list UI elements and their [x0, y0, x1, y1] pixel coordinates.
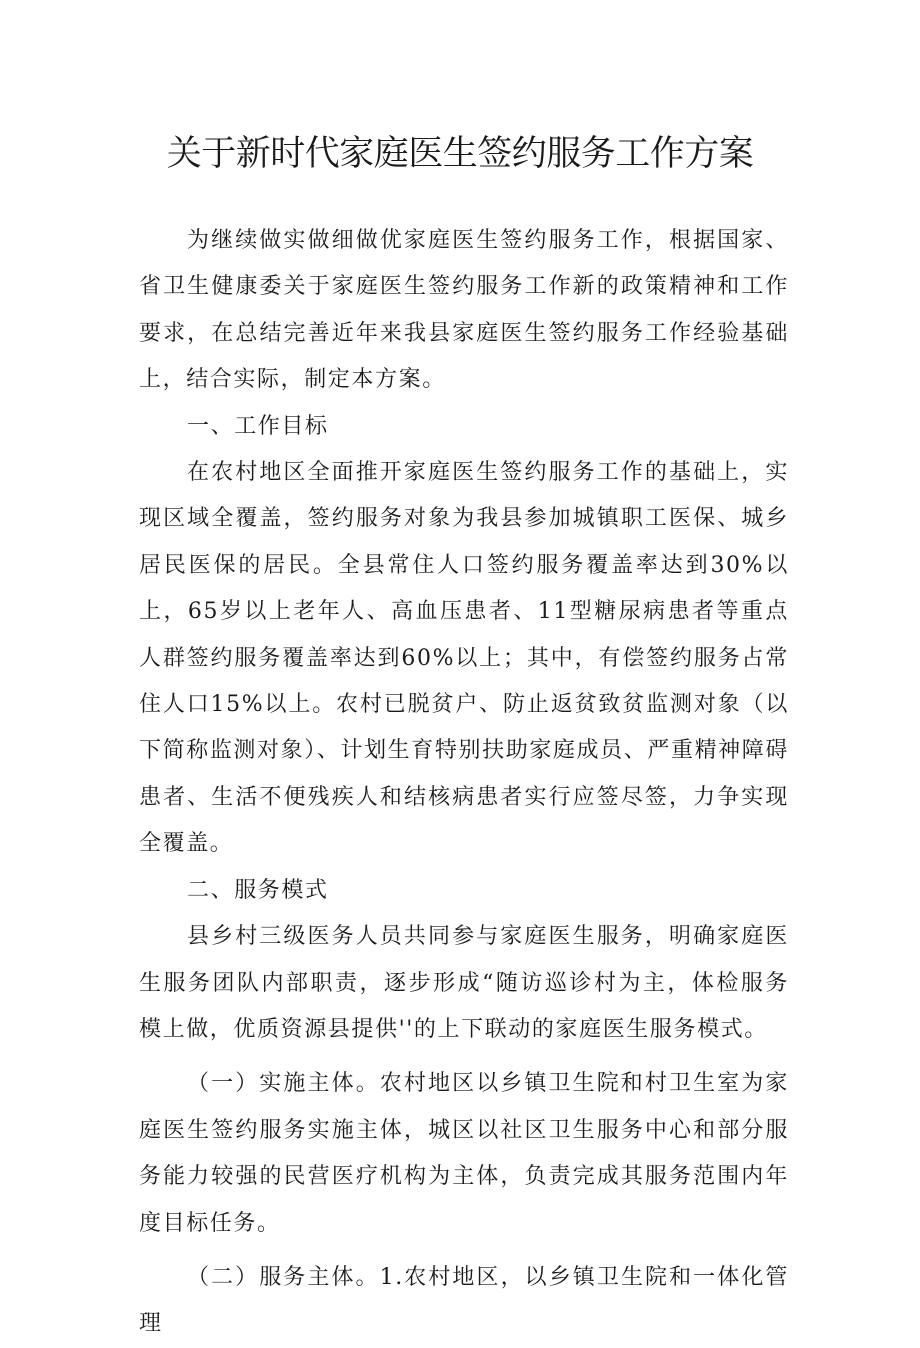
implementation-subject-paragraph: （一）实施主体。农村地区以乡镇卫生院和村卫生室为家庭医生签约服务实施主体，城区以社区卫生服务中心和部分服务能力较强的民营医疗机构为主体，负责完成其服务范围内年度目标任务。	[139, 1071, 789, 1236]
section-heading-service-mode: 二、服务模式	[187, 877, 329, 903]
intro-paragraph: 为继续做实做细做优家庭医生签约服务工作，根据国家、省卫生健康委关于家庭医生签约服务工作新的政策精神和工作要求，在总结完善近年来我县家庭医生签约服务工作经验基础上，结合实际，制定本方案。	[139, 228, 789, 393]
service-mode-paragraph: 县乡村三级医务人员共同参与家庭医生服务，明确家庭医生服务团队内部职责，逐步形成“随访巡诊村为主，体检服务模上做，优质资源县提供''的上下联动的家庭医生服务模式。	[139, 924, 789, 1042]
service-subject-paragraph: （二）服务主体。1.农村地区，以乡镇卫生院和一体化管理	[139, 1264, 789, 1337]
document-body	[139, 218, 789, 1348]
document-title: 关于新时代家庭医生签约服务工作方案	[166, 134, 754, 174]
section-heading-work-goals: 一、工作目标	[187, 413, 329, 439]
work-goals-paragraph: 在农村地区全面推开家庭医生签约服务工作的基础上，实现区域全覆盖，签约服务对象为我县参加城镇职工医保、城乡居民医保的居民。全县常住人口签约服务覆盖率达到30%以上，65岁以上老年人、高血压患者、11型糖尿病患者等重点人群签约服务覆盖率达到60%以上；其中，有偿签约服务占常住人口15%以上。农村已脱贫户、防止返贫致贫监测对象（以下简称监测对象）、计划生育特别扶助家庭成员、严重精神障碍患者、生活不便残疾人和结核病患者实行应签尽签，力争实现全覆盖。	[139, 460, 789, 857]
